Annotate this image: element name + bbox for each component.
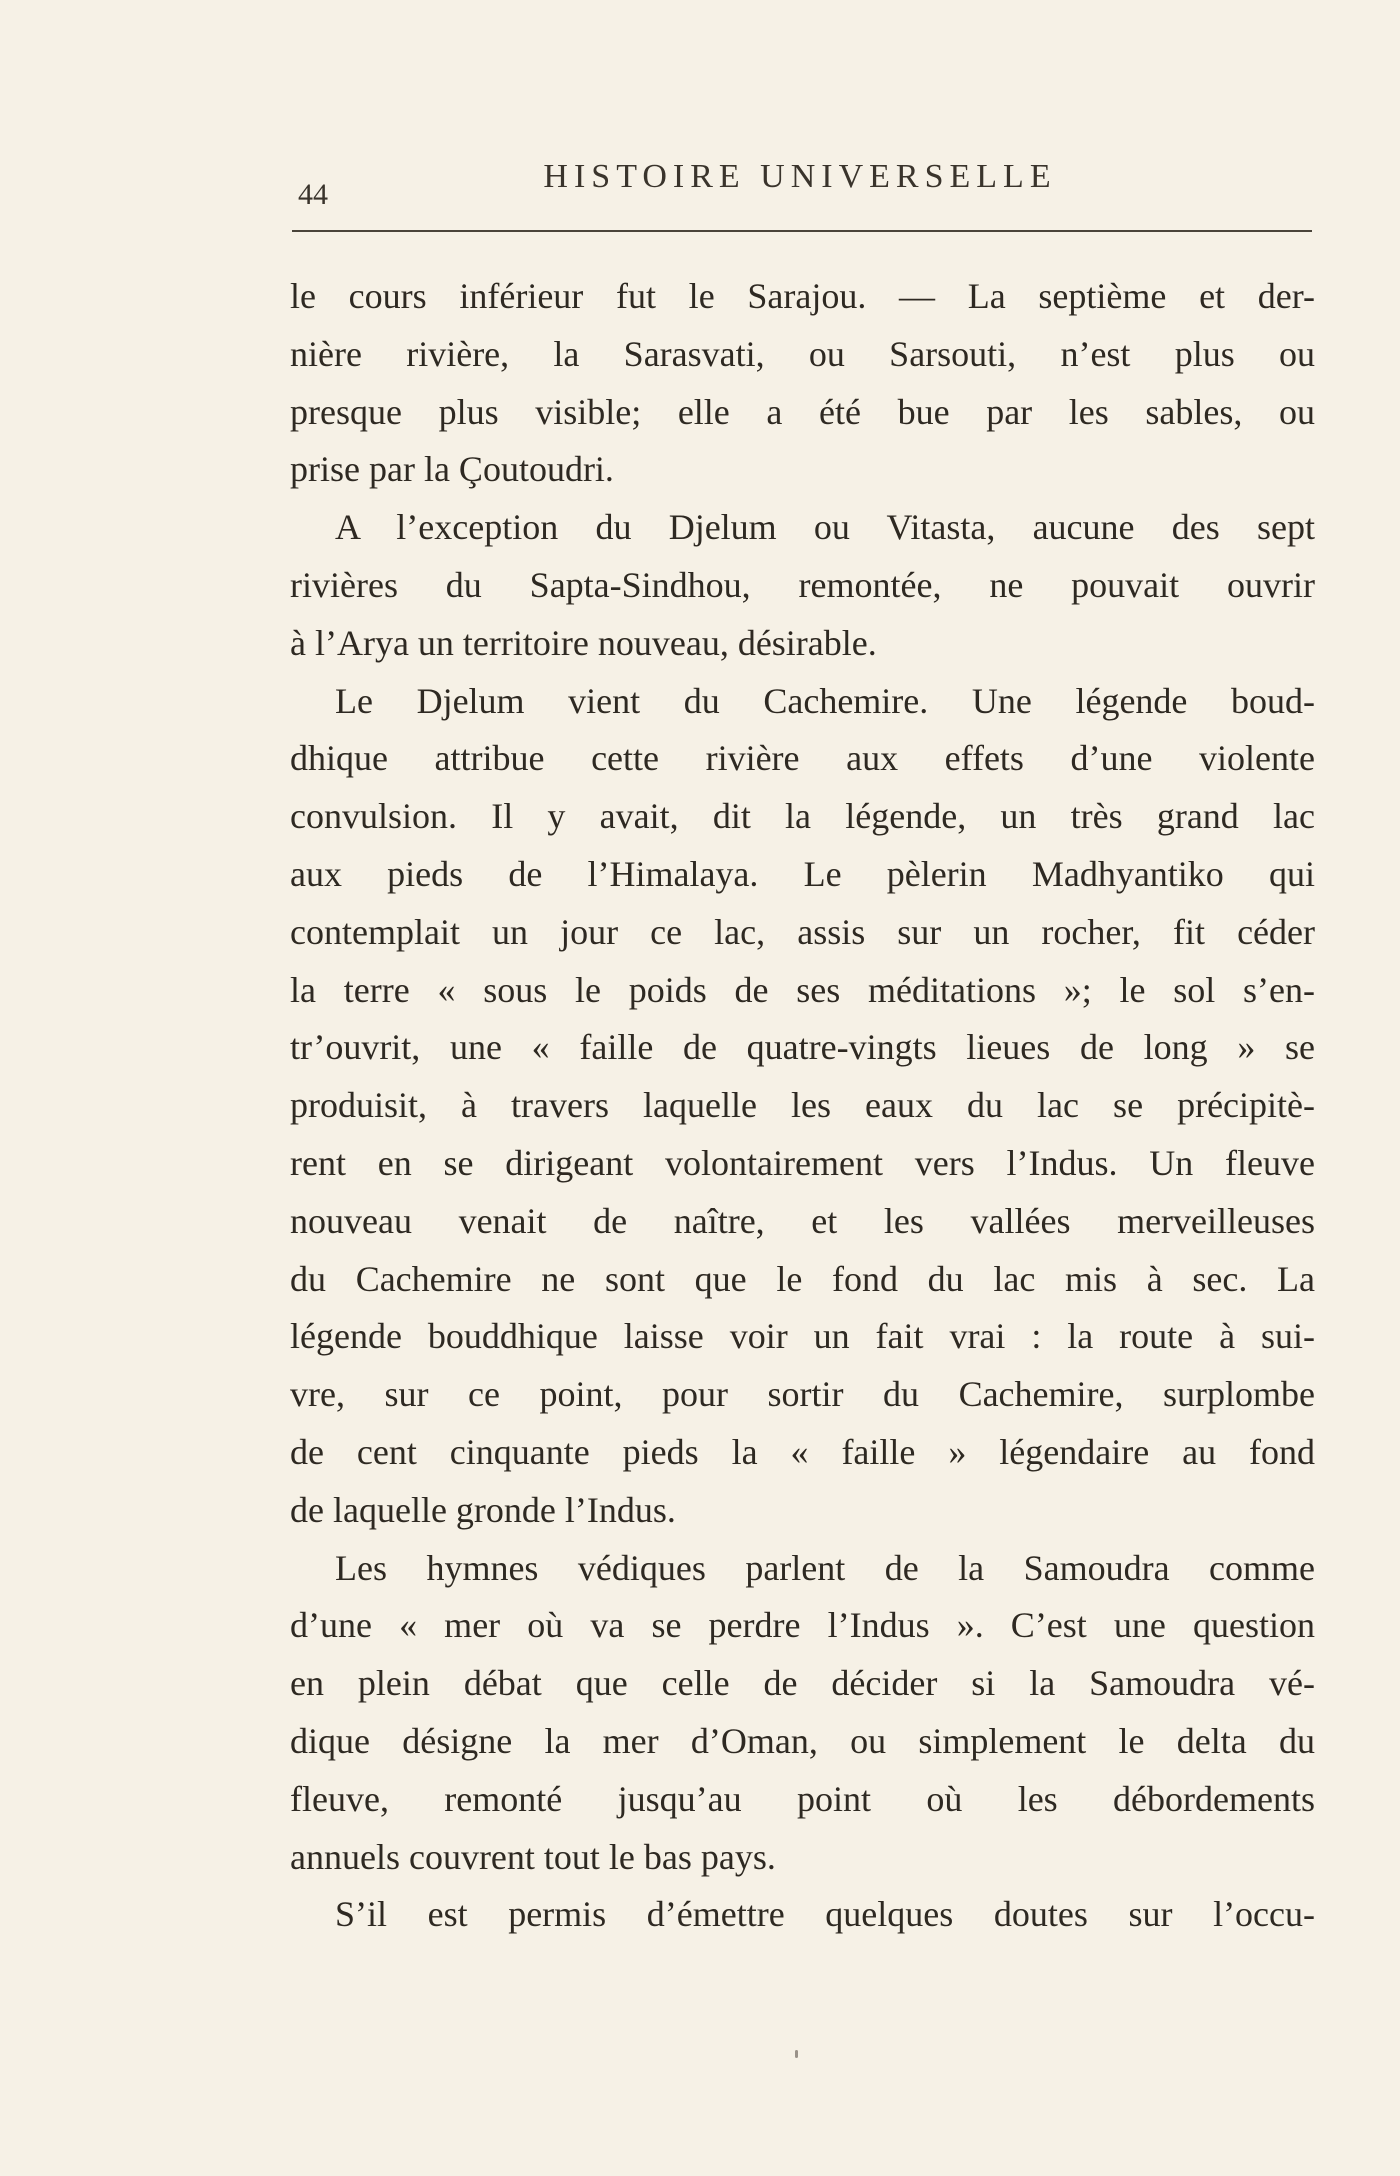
text-line: de laquelle gronde l’Indus.: [290, 1489, 676, 1530]
header-rule: [292, 230, 1312, 232]
text-line: Les hymnes védiques parlent de la Samoudra comme: [335, 1547, 1315, 1588]
running-head: [290, 158, 1310, 211]
text-line: contemplait un jour ce lac, assis sur un rocher, fit céder: [290, 911, 1315, 952]
text-line: légende bouddhique laisse voir un fait vrai : la route à sui-: [290, 1316, 1315, 1357]
text-line: nière rivière, la Sarasvati, ou Sarsouti, n’est plus ou: [290, 333, 1315, 374]
text-line: en plein débat que celle de décider si la Samoudra vé-: [290, 1663, 1315, 1704]
text-line: A l’exception du Djelum ou Vitasta, aucune des sept: [335, 507, 1315, 548]
paragraph: [290, 673, 1315, 1540]
paragraph: [290, 499, 1315, 672]
text-line: d’une « mer où va se perdre l’Indus ». C’est une question: [290, 1605, 1315, 1646]
running-title: HISTOIRE UNIVERSELLE: [543, 158, 1057, 195]
text-line: Le Djelum vient du Cachemire. Une légende boud-: [335, 680, 1315, 721]
paragraph: [290, 1886, 1315, 1944]
text-line: prise par la Çoutoudri.: [290, 449, 614, 490]
text-line: vre, sur ce point, pour sortir du Cachemire, surplombe: [290, 1374, 1315, 1415]
text-line: dhique attribue cette rivière aux effets d’une violente: [290, 738, 1315, 779]
text-line: nouveau venait de naître, et les vallées merveilleuses: [290, 1200, 1315, 1241]
text-line: à l’Arya un territoire nouveau, désirable.: [290, 622, 877, 663]
text-line: fleuve, remonté jusqu’au point où les débordements: [290, 1778, 1315, 1819]
text-line: annuels couvrent tout le bas pays.: [290, 1836, 776, 1877]
text-line: dique désigne la mer d’Oman, ou simplement le delta du: [290, 1720, 1315, 1761]
text-line: produisit, à travers laquelle les eaux du lac se précipitè-: [290, 1085, 1315, 1126]
text-line: convulsion. Il y avait, dit la légende, un très grand lac: [290, 796, 1315, 837]
body-text: [290, 268, 1315, 1944]
paper-speck: [795, 2050, 798, 2058]
text-line: du Cachemire ne sont que le fond du lac mis à sec. La: [290, 1258, 1315, 1299]
text-line: la terre « sous le poids de ses méditations »; le sol s’en-: [290, 969, 1315, 1010]
paragraph: [290, 1540, 1315, 1887]
text-line: rent en se dirigeant volontairement vers l’Indus. Un fleuve: [290, 1142, 1315, 1183]
text-line: le cours inférieur fut le Sarajou. — La septième et der-: [290, 276, 1315, 316]
text-line: de cent cinquante pieds la « faille » légendaire au fond: [290, 1431, 1315, 1472]
text-line: rivières du Sapta-Sindhou, remontée, ne pouvait ouvrir: [290, 564, 1315, 605]
text-line: tr’ouvrit, une « faille de quatre-vingts lieues de long » se: [290, 1027, 1315, 1068]
page-number: 44: [298, 178, 328, 211]
paragraph: [290, 268, 1315, 499]
text-line: aux pieds de l’Himalaya. Le pèlerin Madhyantiko qui: [290, 853, 1315, 894]
text-line: presque plus visible; elle a été bue par les sables, ou: [290, 391, 1315, 432]
text-line: S’il est permis d’émettre quelques doutes sur l’occu-: [335, 1894, 1315, 1935]
